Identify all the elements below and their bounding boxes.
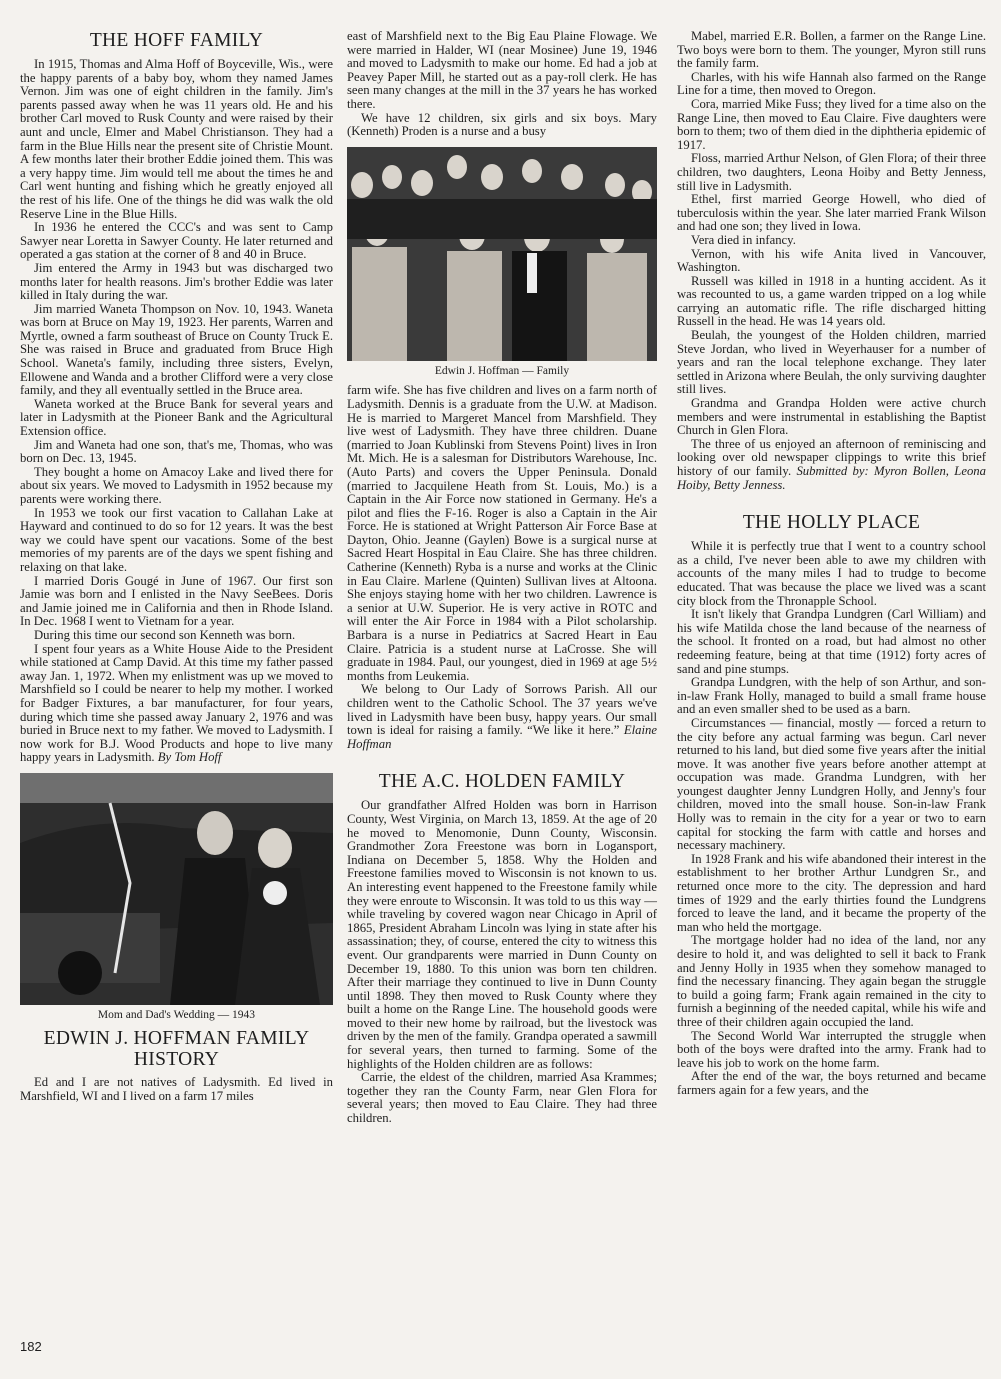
holly-paragraph: Grandpa Lundgren, with the help of son Arthur, and son-in-law Frank Holly, managed to build a small frame house and an even smaller shed to be used as a barn. [677, 675, 986, 717]
hoffman-family-photo-caption: Edwin J. Hoffman — Family [434, 364, 570, 377]
page-number: 182 [20, 1339, 42, 1354]
hoff-family-article [20, 58, 333, 765]
holly-paragraph: After the end of the war, the boys returned and became farmers again for a few years, and the [677, 1069, 986, 1097]
hoff-paragraph: During this time our second son Kenneth was born. [34, 627, 296, 642]
holden-paragraph: Carrie, the eldest of the children, married Asa Krammes; together they ran the County Farm, near Glen Flora for several years; then moved to Eau Claire. They had three children. [347, 1070, 657, 1126]
edwin-paragraph-start: Ed and I are not natives of Ladysmith. Ed lived in Marshfield, WI and I lived on a farm 17 miles [20, 1075, 333, 1104]
edwin-children-intro: We have 12 children, six girls and six boys. Mary (Kenneth) Proden is a nurse and a busy [347, 110, 657, 139]
column-right [677, 30, 986, 1098]
hoff-paragraph: Jim and Waneta had one son, that's me, Thomas, who was born on Dec. 13, 1945. [20, 437, 333, 466]
holden-paragraph: Charles, with his wife Hannah also farmed on the Range Line for a time, then moved to Oregon. [677, 69, 986, 98]
wedding-photo [20, 773, 333, 1005]
hoff-paragraph: I married Doris Gougé in June of 1967. Our first son Jamie was born and I enlisted in the Navy SeeBees. Doris and Jamie joined me in California and then in Rhode Island. In Dec. 1968 I went to Vietnam for a year. [20, 573, 333, 629]
edwin-paragraph-continued: east of Marshfield next to the Big Eau Plaine Flowage. We were married in Halder, WI (near Mosinee) June 19, 1946 and moved to Ladysmith to make our home. Ed had a job at Peavey Paper Mill, he started out as a pay-roll clerk. He has seen many changes at the mill in the 37 years he has worked there. [347, 29, 657, 111]
hoff-paragraph: Waneta worked at the Bruce Bank for several years and later in Ladysmith at the Pioneer Bank and the Agricultural Extension office. [20, 396, 333, 439]
holly-place-title: THE HOLLY PLACE [742, 512, 921, 534]
hoff-last-paragraph-text: I spent four years as a White House Aide to the President while stationed at Camp David. At this time my father passed away Jan. 1, 1972. When my enlistment was up we moved to Marshfield so I could be nearer to help my mother. I worked for Badger Fixtures, a bar manufacturer, for four years, during which time she passed away January 2, 1976 and was buried in Bruce next to my father. We moved to Ladysmith. I now work for B.J. Wood Products and hope to live many happy years in Ladysmith. [20, 641, 333, 765]
holden-paragraph: Vernon, with his wife Anita lived in Vancouver, Washington. [677, 246, 986, 275]
edwin-title-line1: EDWIN J. HOFFMAN FAMILY [43, 1028, 310, 1050]
hoffman-family-photo [347, 147, 657, 361]
holden-paragraph: Russell was killed in 1918 in a hunting accident. As it was recounted to us, a game warden tripped on a log while carrying an automatic rifle. The rifle discharged hitting Russell in the head. He was 14 years old. [677, 273, 986, 329]
holden-family-title: THE A.C. HOLDEN FAMILY [378, 771, 626, 793]
edwin-family-title [20, 1028, 333, 1070]
holden-paragraph: Cora, married Mike Fuss; they lived for a time also on the Range Line, then moved to Eau Claire. Five daughters were born to them; two of them died in the diphtheria epidemic of 1917. [677, 96, 986, 152]
holly-paragraph: It isn't likely that Grandpa Lundgren (Carl William) and his wife Matilda chose the land because of the nearness of the school. It fronted on a road, but had almost no other redeeming feature, being at that time (1912) forty acres of sand and pine stumps. [677, 607, 986, 676]
holly-paragraph: The Second World War interrupted the struggle when both of the boys were drafted into the army. Frank had to leave his job to work on the home farm. [677, 1028, 986, 1070]
hoff-paragraph [20, 643, 333, 765]
hoff-family-title: THE HOFF FAMILY [89, 30, 264, 51]
column-left [20, 30, 333, 1104]
holden-signature: Submitted by: Myron Bollen, Leona Hoiby, Betty Jenness. [677, 464, 986, 492]
holly-paragraph: In 1928 Frank and his wife abandoned their interest in the establishment to her brother Arthur Lundgren Sr., and returned once more to the city. The depression and hard times of 1929 and the early thirties found the Lundgrens forced to leave the land, and it became the property of the man who held the mortgage. [677, 851, 986, 934]
edwin-title-line2: HISTORY [133, 1049, 220, 1071]
holden-paragraph: Our grandfather Alfred Holden was born in Harrison County, West Virginia, on March 13, 1859. At the age of 20 he moved to Menomonie, Dunn County, Wisconsin. Grandmother Zora Freestone was born in Logansport, Indiana on December 5, 1858. Why the Holden and Freestone families moved to Wisconsin is not known to us. An interesting event happened to the Freestone family while they were enroute to Wisconsin. It was told to us this way — while traveling by covered wagon near Chicago in April of 1865, President Abraham Lincoln was lying in state after his assassination; they, of course, entered the city to witness this event. Our grandparents were married in Dunn County on December 19, 1880. To this union was born ten children. After their marriage they continued to live in Dunn County until 1898. They then moved to Rusk County where they built a home on the Range Line. The household goods were moved to their new home by railroad, but the livestock was driven by the men of the family. Grandpa operated a sawmill for several years, then turned to farming. Some of the highlights of the Holden children are as follows: [347, 798, 657, 1071]
holly-paragraph: While it is perfectly true that I went to a country school as a child, I've never been able to awe my children with accounts of the many miles I had to trudge to become educated. That was because the place we lived was a scant city block from the Thronapple School. [677, 539, 986, 608]
wedding-photo-drawing [20, 773, 333, 1005]
hoff-paragraph: In 1936 he entered the CCC's and was sent to Camp Sawyer near Loretta in Sawyer County. He later returned and operated a gas station at the corner of 8 and 40 in Bruce. [20, 220, 333, 262]
holden-paragraph: Beulah, the youngest of the Holden children, married Steve Jordan, who lived in Weyerhauser for a number of years and ran the local telephone exchange. They later settled in Arizona where Beulah, the only surviving daughter still lives. [677, 328, 987, 397]
holden-paragraph [677, 438, 986, 492]
hoff-paragraph: In 1953 we took our first vacation to Callahan Lake at Hayward and continued to do so for 12 years. It was the best way we could have spent our vacations. Some of the best memories of my parents are of the days we spent fishing and relaxing on that lake. [20, 505, 333, 574]
holden-last-paragraph-text: The three of us enjoyed an afternoon of reminiscing and looking over old newspaper clippings to write this brief history of our family. [677, 436, 986, 478]
wedding-photo-caption: Mom and Dad's Wedding — 1943 [97, 1008, 256, 1021]
holden-paragraph: Mabel, married E.R. Bollen, a farmer on the Range Line. Two boys were born to them. The younger, Myron still runs the family farm. [677, 29, 986, 71]
holden-paragraph: Ethel, first married George Howell, who died of tuberculosis within the year. She later married Frank Wilson and had one son; they lived in Iowa. [677, 192, 986, 234]
holden-paragraph: Vera died in infancy. [691, 232, 796, 247]
holden-paragraph: Floss, married Arthur Nelson, of Glen Flora; of their three children, two daughters, Leona Hoiby and Betty Jenness, still live in Ladysmith. [677, 151, 986, 193]
holly-paragraph: Circumstances — financial, mostly — forced a return to the city before any actual farming was begun. Carl never returned to his land, but died some five years after the initial move. It was another five years before another attempt at occupation was made. Grandma Lundgren, with her youngest daughter Jenny Lundgren Holly, and Jenny's four children, moved into the small house. Son-in-law Frank Holly was to remain in the city for a year or two to earn capital for stocking the farm with cattle and horses and necessary machinery. [677, 715, 986, 853]
hoffman-family-photo-drawing [347, 147, 657, 361]
column-middle [347, 30, 657, 1126]
edwin-signature: Elaine Hoffman [347, 723, 657, 751]
hoff-paragraph: They bought a home on Amacoy Lake and lived there for about six years. We moved to Ladysmith in 1952 because my parents were working there. [20, 464, 333, 506]
edwin-children-continued: farm wife. She has five children and lives on a farm north of Ladysmith. Dennis is a graduate from the U.W. at Madison. He is married to Margeret Mancel from Marshfield. They live west of Ladysmith. They have three children. Duane (married to Joan Kublinski from Stevens Point) lives in Iron Mt. Mich. He is a salesman for Distributors Warehouse, Inc. (Auto Parts) and covers the Upper Peninsula. Donald (married to Jacquilene Heath from St. Louis, Mo.) is a Captain in the Air Force now stationed in Germany. He's a pilot and flies the F-16. Roger is also a Captain in the Air Force. He is stationed at Wright Patterson Air Force Base at Dayton, Ohio. Jeanne (Gaylen) Bowe is a surgical nurse at Sacred Heart Hospital in Eau Claire. She has three children. Catherine (Kenneth) Ryba is a nurse and works at the Clinic in Eau Claire. Marlene (Quinten) Sullivan lives at Altoona. She enjoys staying home with her two children. Lawrence is a senior at U.W. Superior. He is very active in ROTC and will enter the Air Force in 1984 with a Pilot scholarship. Barbara is a nurse in Pediatrics at Sacred Heart in Eau Claire. Patricia is a student nurse at LaCrosse. She will graduate in 1984. Paul, our youngest, died in 1969 at age 5½ months from Leukemia. [347, 383, 657, 683]
hoff-paragraph: Jim entered the Army in 1943 but was discharged two months later for health reasons. Jim's brother Eddie was later killed in Italy during the war. [20, 260, 333, 303]
holly-paragraph: The mortgage holder had no idea of the land, nor any desire to hold it, and was delighted to sell it back to Frank and Jenny Holly in 1935 when they somehow managed to find the necessary financing. They again began the struggle to build a going farm; Frank again remained in the city to furnish a beginning of the needed capital, while his wife and three of their children again occupied the land. [677, 933, 986, 1029]
hoff-signature: By Tom Hoff [157, 750, 222, 765]
edwin-closing-paragraph [347, 683, 657, 751]
edwin-closing-text: We belong to Our Lady of Sorrows Parish. All our children went to the Catholic School. The 37 years we've lived in Ladysmith have been busy, happy years. Our small town is ideal for raising a family. “We like it here.” [347, 682, 657, 738]
hoff-paragraph: In 1915, Thomas and Alma Hoff of Boyceville, Wis., were the happy parents of a baby boy, whom they named James Vernon. Jim was one of eight children in the family. Jim's parents passed away when he was 11 years old. He and his brother Carl moved to Rusk County and were raised by their aunt and uncle, Elmer and Mabel Christianson. They had a farm in the Blue Hills near the present site of Christie Mount. A few months later their brother Eddie joined them. This was a very happy time. Jim would tell me about the times he and Carl went hunting and fishing which he greatly enjoyed all the rest of his life. One of the things he did was walk the old Reserve Line in the Blue Hills. [20, 57, 333, 221]
holden-paragraph: Grandma and Grandpa Holden were active church members and were instrumental in establishing the Baptist Church in Glen Flora. [677, 396, 986, 438]
hoff-paragraph: Jim married Waneta Thompson on Nov. 10, 1943. Waneta was born at Bruce on May 19, 1923. Her parents, Warren and Myrtle, owned a farm southeast of Bruce on County Truck E. She was raised in Bruce and graduated from Bruce High School. Waneta's family, including three sisters, Evelyn, Ellowene and Wanda and a brother Clifford were a very close family, and they all eventually settled in the Bruce area. [20, 301, 333, 398]
